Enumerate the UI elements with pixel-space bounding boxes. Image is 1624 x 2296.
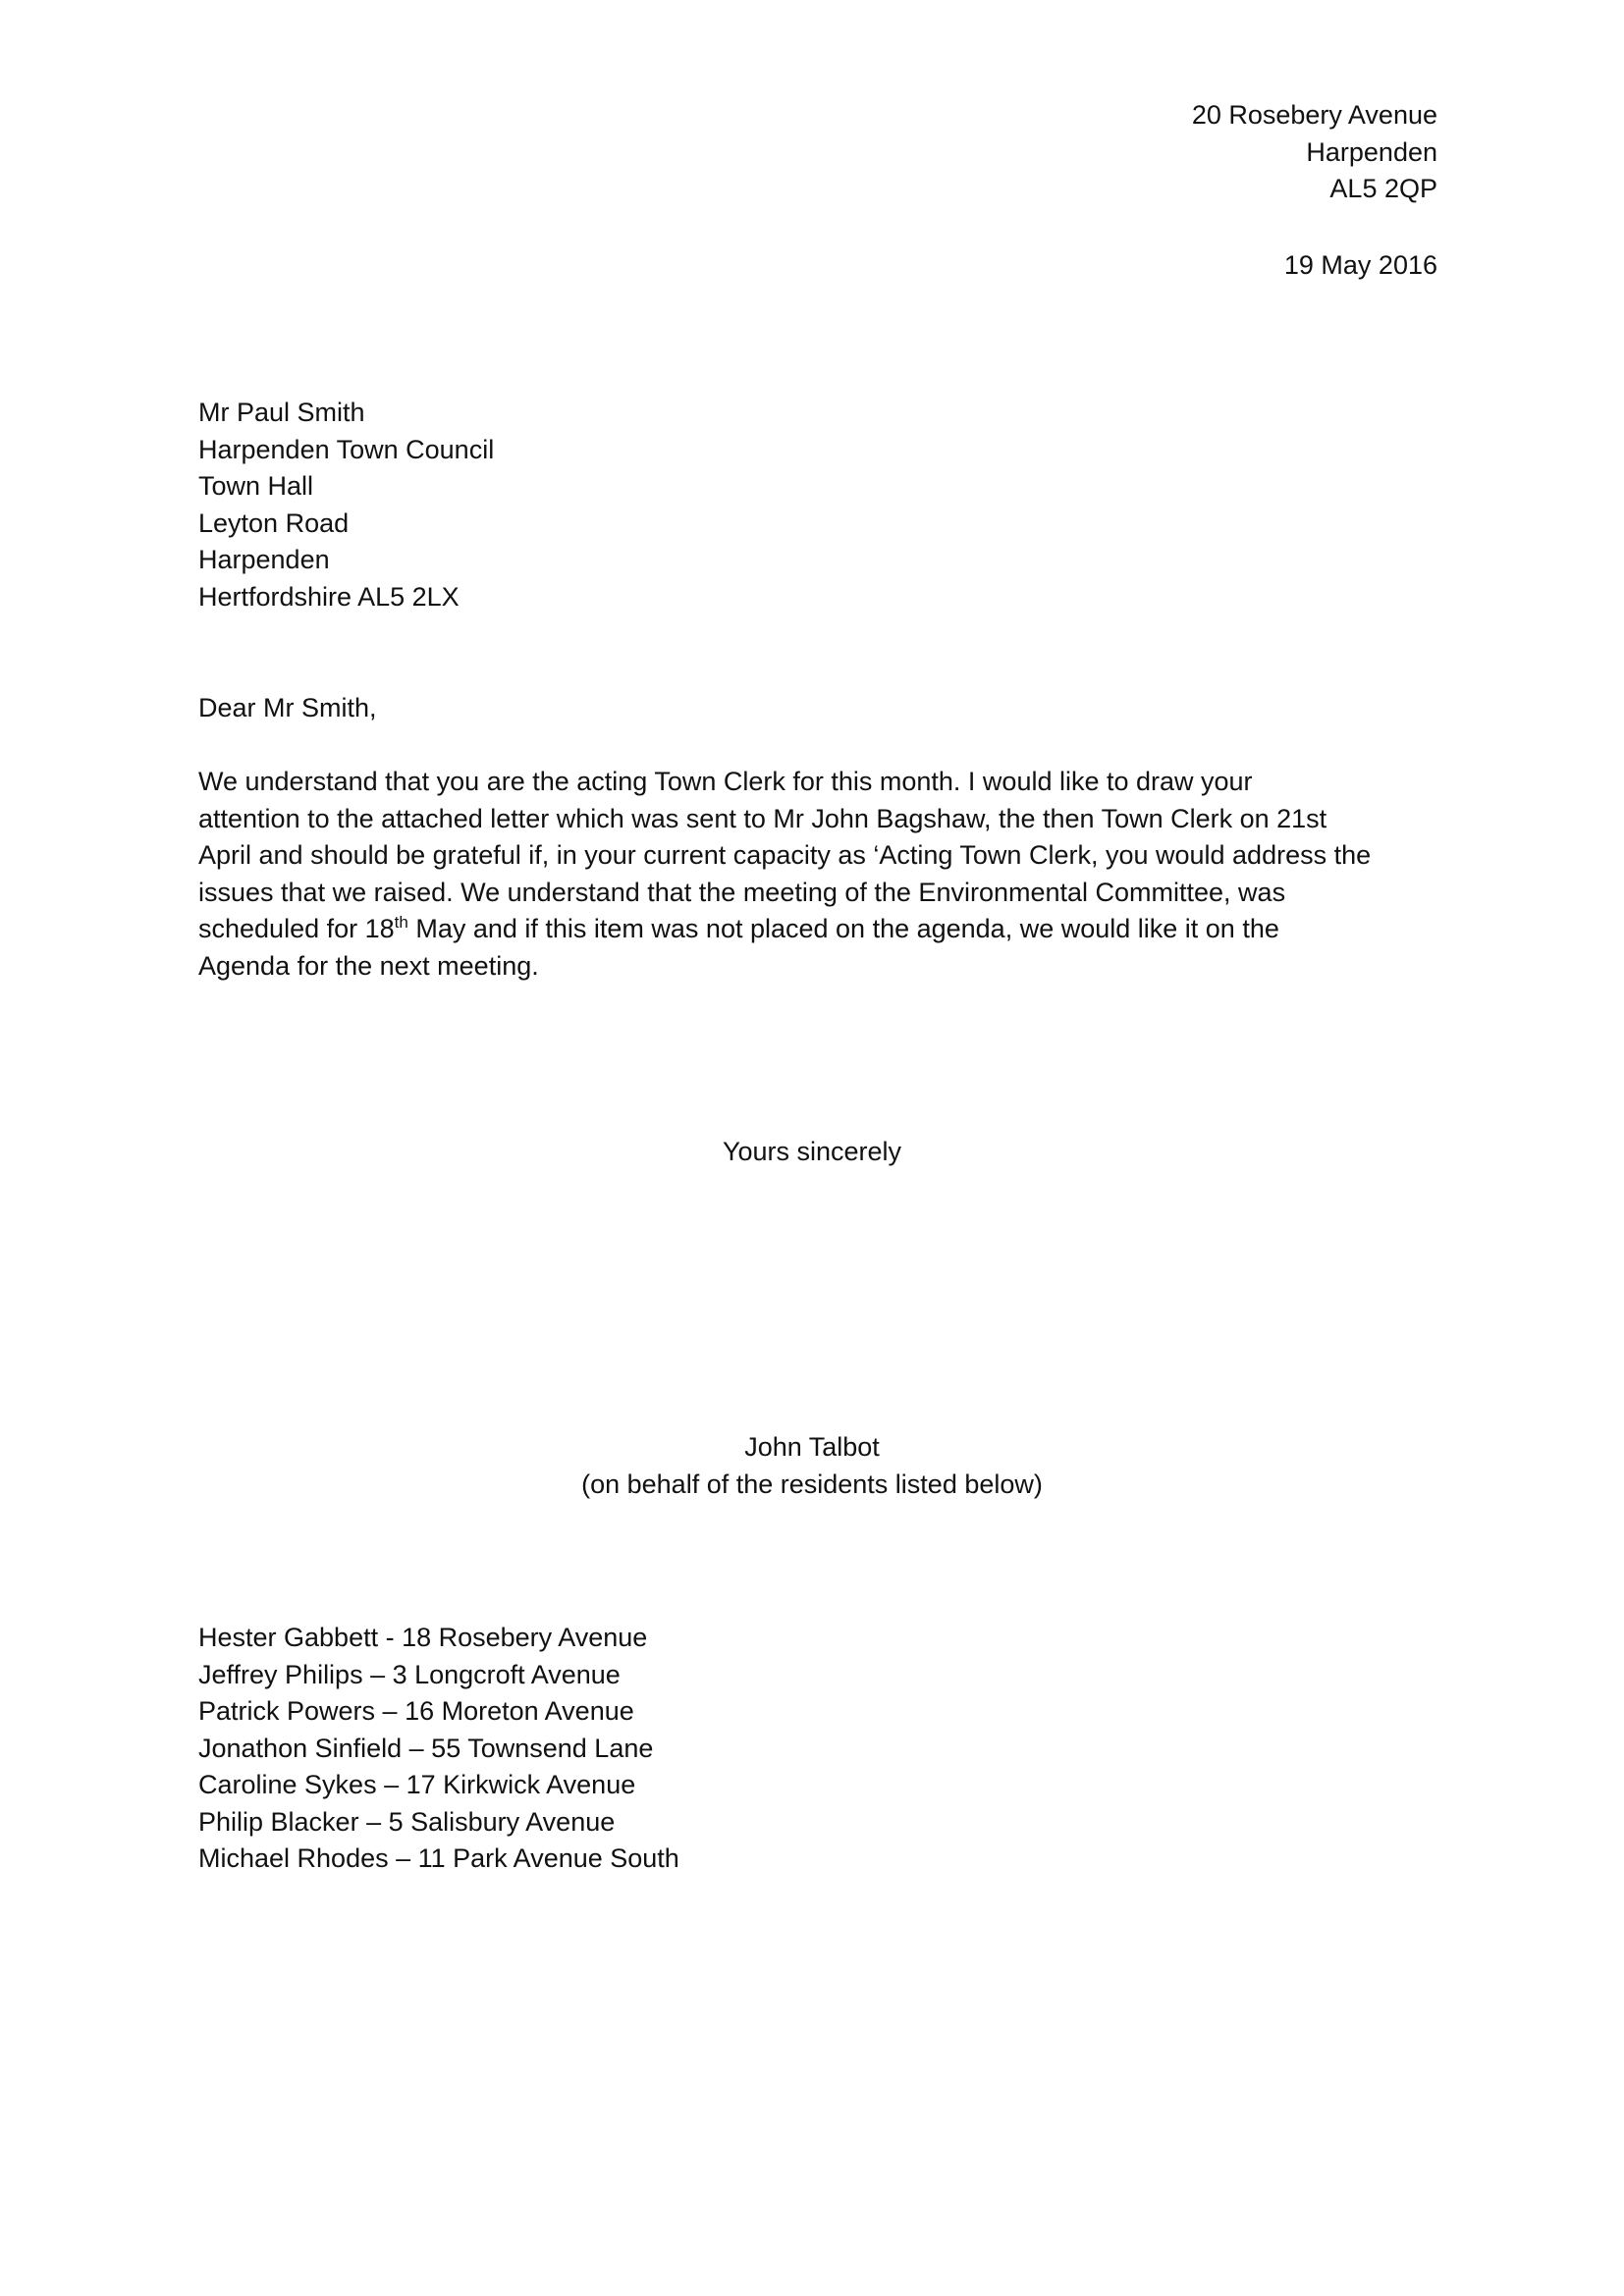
list-item: Patrick Powers – 16 Moreton Avenue — [198, 1696, 634, 1726]
body-text: May and if this item was not placed on the agenda, we would like it on the — [407, 914, 1279, 943]
recipient-name: Mr Paul Smith — [198, 398, 365, 427]
body-paragraph — [198, 764, 1445, 985]
recipient-street: Leyton Road — [198, 507, 350, 538]
list-item: Michael Rhodes – 11 Park Avenue South — [198, 1843, 679, 1873]
residents-list — [198, 1620, 679, 1878]
list-item: Jonathon Sinfield – 55 Townsend Lane — [198, 1733, 654, 1763]
recipient-town: Harpenden — [198, 545, 330, 574]
body-line: We understand that you are the acting Town Clerk for this month. I would like to draw your — [198, 767, 1253, 796]
sender-address — [1192, 97, 1437, 208]
list-item: Hester Gabbett - 18 Rosebery Avenue — [198, 1623, 648, 1652]
recipient-county-postcode: Hertfordshire AL5 2LX — [198, 581, 460, 612]
recipient-building: Town Hall — [198, 471, 314, 501]
body-line: April and should be grateful if, in your current capacity as ‘Acting Town Clerk, you would address the — [198, 840, 1372, 870]
ordinal-suffix: th — [394, 913, 408, 932]
body-line: attention to the attached letter which was sent to Mr John Bagshaw, the then Town Clerk on 21st — [198, 803, 1327, 833]
signatory-name: John Talbot — [744, 1432, 880, 1462]
signatory-note: (on behalf of the residents listed below) — [581, 1468, 1043, 1499]
sender-town: Harpenden — [1306, 136, 1437, 167]
body-text: scheduled for 18 — [198, 914, 395, 943]
list-item: Jeffrey Philips – 3 Longcroft Avenue — [198, 1659, 621, 1689]
body-line: Agenda for the next meeting. — [198, 950, 539, 981]
closing: Yours sincerely — [722, 1137, 902, 1166]
sender-postcode: AL5 2QP — [1329, 174, 1437, 203]
recipient-organisation: Harpenden Town Council — [198, 434, 495, 464]
salutation: Dear Mr Smith, — [198, 693, 377, 722]
letter-date: 19 May 2016 — [1283, 250, 1437, 280]
body-line: issues that we raised. We understand that the meeting of the Environmental Committee, was — [198, 877, 1286, 907]
signatory — [0, 1429, 1624, 1503]
recipient-address — [198, 395, 494, 615]
list-item: Philip Blacker – 5 Salisbury Avenue — [198, 1806, 616, 1837]
sender-street: 20 Rosebery Avenue — [1191, 100, 1437, 130]
list-item: Caroline Sykes – 17 Kirkwick Avenue — [198, 1770, 636, 1799]
body-line — [198, 911, 1445, 948]
